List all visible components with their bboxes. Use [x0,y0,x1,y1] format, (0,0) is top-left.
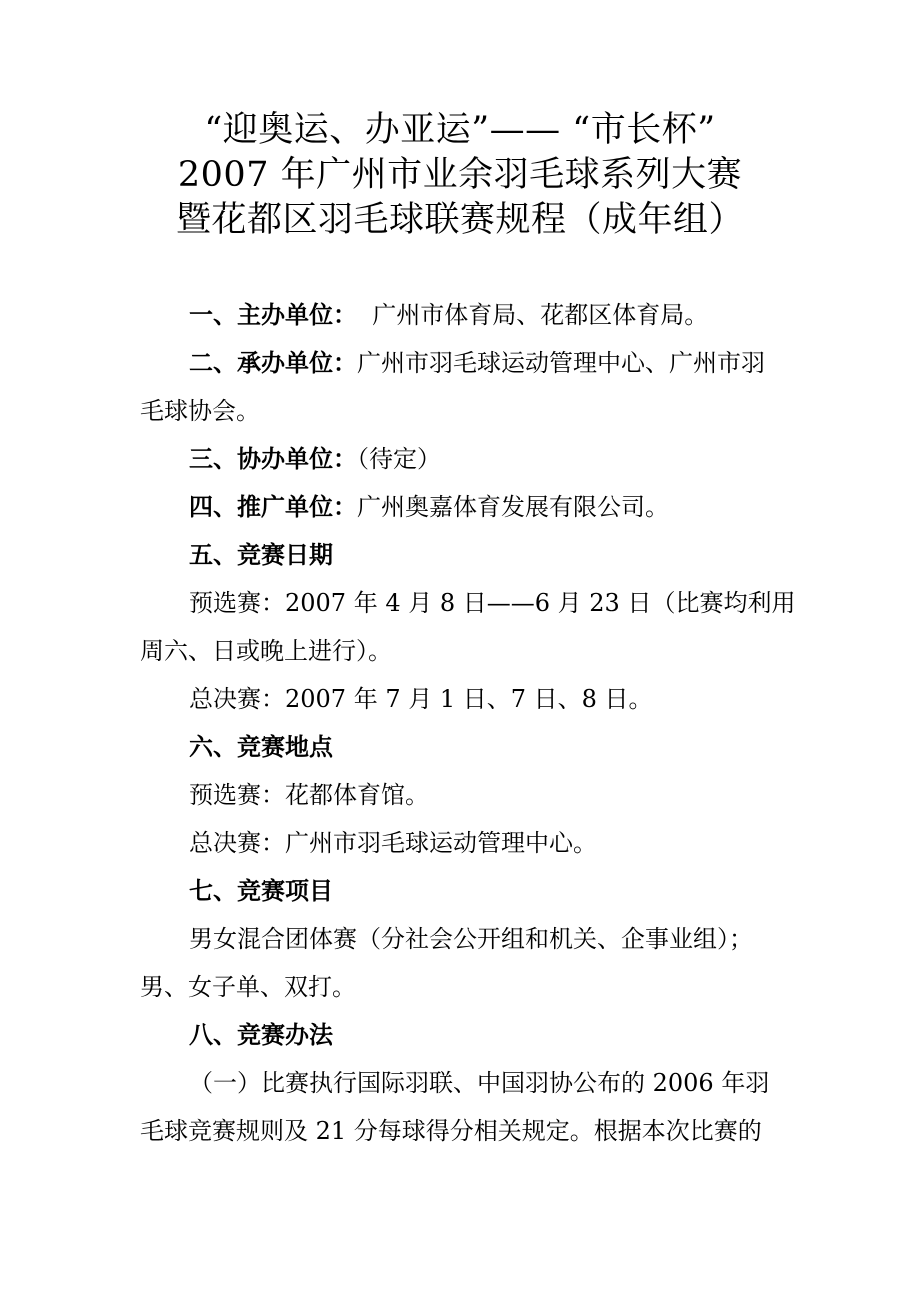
paragraph-line: 总决赛：2007 年 7 月 1 日、7 日、8 日。 [189,685,653,713]
section-co-organizer [140,435,785,483]
title-line-2: 2007 年广州市业余羽毛球系列大赛 [177,155,743,195]
section-text: （待定） [357,445,441,473]
paragraph-line: 男女混合团体赛（分社会公开组和机关、企事业组）； [189,925,753,953]
section-organizer [140,291,785,339]
paragraph-line: 预选赛：2007 年 4 月 8 日——6 月 23 日（比赛均利用 [189,589,796,617]
paragraph-line: 毛球竞赛规则及 21 分每球得分相关规定。根据本次比赛的 [140,1117,762,1145]
document-title [0,108,920,243]
section-text: 广州市羽毛球运动管理中心、广州市羽 [357,349,765,377]
section-heading-events: 七、竞赛项目 [189,877,333,905]
paragraph-line: 预选赛：花都体育馆。 [189,781,429,809]
section-heading-methods: 八、竞赛办法 [189,1021,333,1049]
section-promoter [140,483,785,531]
paragraph-line: （一）比赛执行国际羽联、中国羽协公布的 2006 年羽 [189,1069,770,1097]
section-undertaker [140,339,785,387]
section-heading: 一、主办单位： [189,301,357,329]
document-body [140,291,796,1155]
section-text: 广州奥嘉体育发展有限公司。 [357,493,669,521]
section-text: 广州市体育局、花都区体育局。 [357,301,709,329]
section-heading: 三、协办单位： [189,445,357,473]
title-line-3: 暨花都区羽毛球联赛规程（成年组） [175,200,744,240]
section-heading-venue: 六、竞赛地点 [189,733,333,761]
section-heading: 四、推广单位： [189,493,357,521]
paragraph-line: 周六、日或晚上进行）。 [140,637,392,665]
paragraph-line: 男、女子单、双打。 [140,973,356,1001]
section-heading-dates: 五、竞赛日期 [189,541,333,569]
title-line-1: “迎奥运、办亚运”—— “市长杯” [204,110,716,150]
paragraph-line: 总决赛：广州市羽毛球运动管理中心。 [189,829,597,857]
paragraph-line: 毛球协会。 [140,397,260,425]
section-heading: 二、承办单位： [189,349,357,377]
